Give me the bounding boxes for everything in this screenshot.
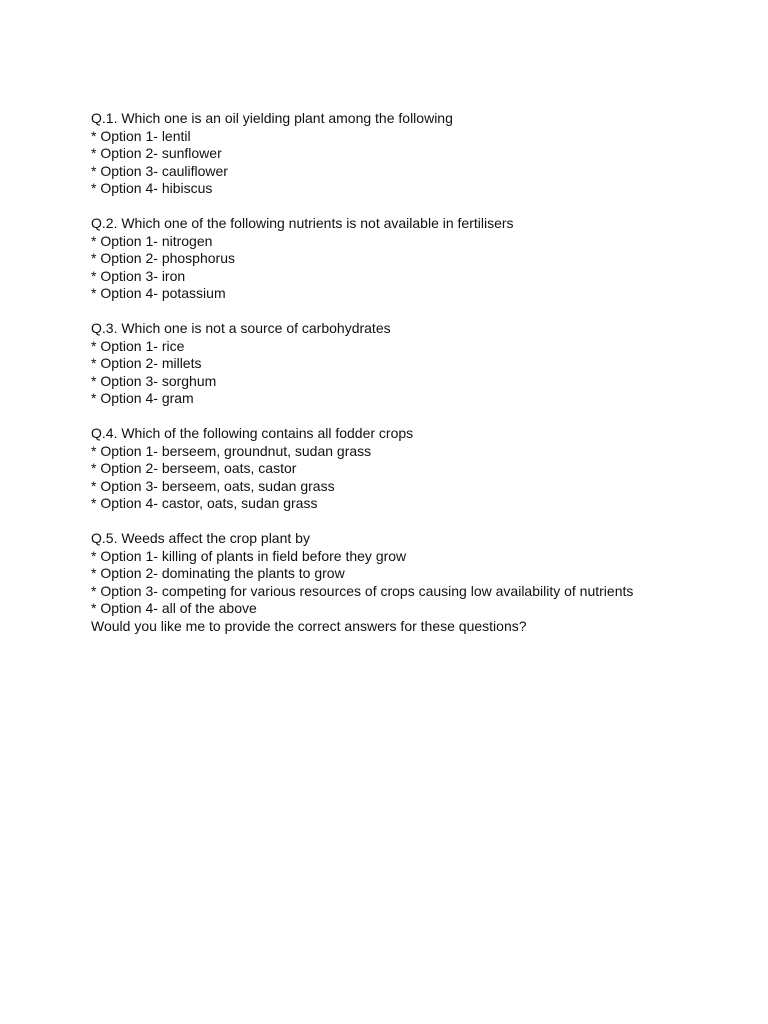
option-item: * Option 4- hibiscus	[91, 180, 213, 196]
question-3	[91, 320, 731, 408]
option-item: * Option 1- nitrogen	[91, 232, 213, 249]
question-5	[91, 530, 731, 618]
question-2	[91, 215, 731, 303]
option-item: * Option 1- berseem, groundnut, sudan grass	[91, 442, 372, 459]
option-item: * Option 4- castor, oats, sudan grass	[91, 495, 318, 511]
option-item: * Option 3- cauliflower	[91, 162, 228, 179]
question-title: Q.3. Which one is not a source of carbohydrates	[91, 320, 391, 336]
option-item: * Option 3- berseem, oats, sudan grass	[91, 477, 335, 494]
question-title: Q.1. Which one is an oil yielding plant among the following	[91, 110, 453, 126]
option-item: * Option 3- sorghum	[91, 372, 217, 389]
option-item: * Option 2- millets	[91, 355, 202, 371]
option-item: * Option 3- competing for various resources of crops causing low availability of nutrients	[91, 582, 634, 599]
question-4	[91, 425, 731, 513]
option-item: * Option 1- rice	[91, 337, 185, 354]
document-page	[91, 110, 731, 635]
option-item: * Option 4- all of the above	[91, 600, 257, 616]
option-item: * Option 1- lentil	[91, 127, 191, 144]
question-title: Q.5. Weeds affect the crop plant by	[91, 530, 310, 546]
closing-question: Would you like me to provide the correct answers for these questions?	[91, 617, 527, 634]
option-item: * Option 2- phosphorus	[91, 250, 235, 266]
option-item: * Option 2- dominating the plants to grow	[91, 565, 345, 581]
option-item: * Option 4- potassium	[91, 285, 226, 301]
option-item: * Option 2- berseem, oats, castor	[91, 460, 297, 476]
option-item: * Option 2- sunflower	[91, 145, 222, 161]
question-title: Q.4. Which of the following contains all fodder crops	[91, 425, 414, 441]
option-item: * Option 3- iron	[91, 267, 186, 284]
option-item: * Option 1- killing of plants in field before they grow	[91, 547, 407, 564]
question-1	[91, 110, 731, 198]
question-title: Q.2. Which one of the following nutrients is not available in fertilisers	[91, 215, 514, 231]
option-item: * Option 4- gram	[91, 390, 194, 406]
